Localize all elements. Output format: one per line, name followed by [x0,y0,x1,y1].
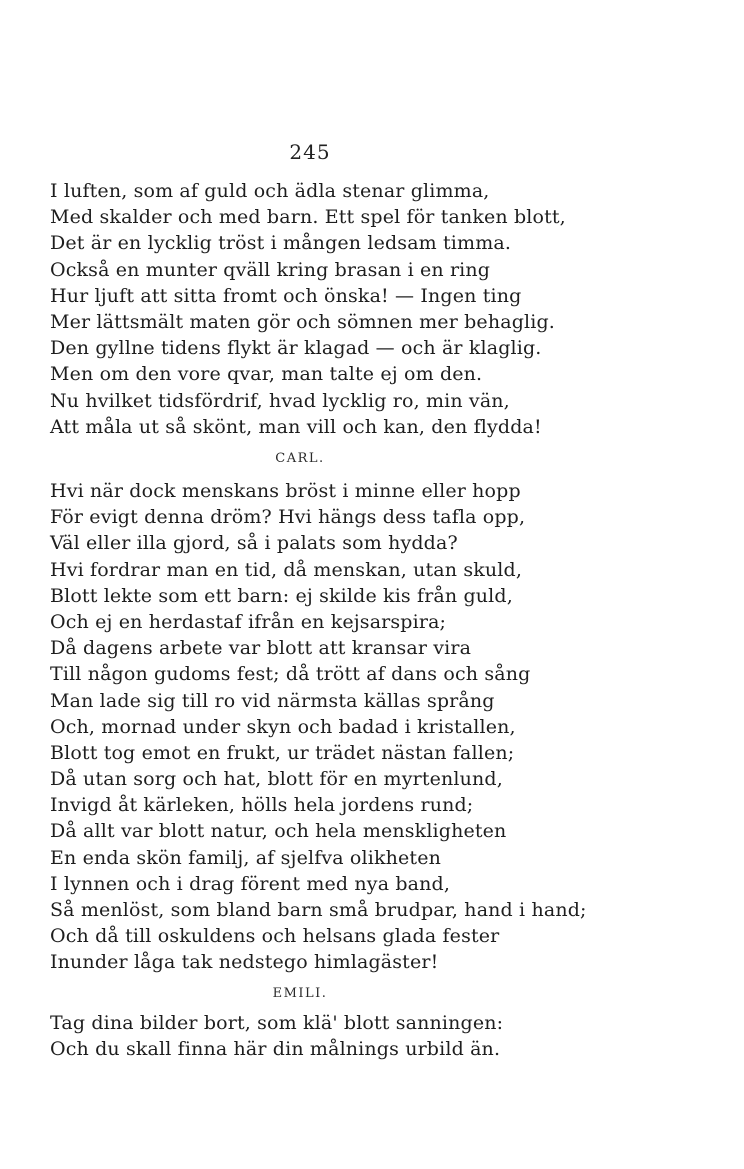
verse-line: Väl eller illa gjord, så i palats som hydda? [50,532,458,555]
verse-line: Hvi fordrar man en tid, då menskan, utan skuld, [50,558,523,581]
verse-line: En enda skön familj, af sjelfva olikheten [50,846,441,869]
verse-line: Då dagens arbete var blott att kransar vira [50,637,472,660]
verse-line: Då allt var blott natur, och hela menskligheten [50,820,507,843]
verse-line: Med skalder och med barn. Ett spel för tanken blott, [50,206,566,229]
verse-line: Blott tog emot en frukt, ur trädet nästan fallen; [50,741,515,764]
verse-line: Då utan sorg och hat, blott för en myrtenlund, [50,768,503,791]
verse-line: I luften, som af guld och ädla stenar glimma, [50,180,490,202]
page-number: 245 [289,140,331,164]
verse-line: Det är en lycklig tröst i mången ledsam timma. [50,232,512,255]
stanza-1 [50,178,710,440]
stanza-3 [50,1010,710,1062]
verse-line: Man lade sig till ro vid närmsta källas språng [50,689,495,712]
verse-line: Nu hvilket tidsfördrif, hvad lycklig ro, min vän, [50,389,510,412]
verse-line: Och du skall finna här din målnings urbild än. [50,1038,501,1061]
verse-line: Och då till oskuldens och helsans glada fester [50,925,500,948]
verse-line: Men om den vore qvar, man talte ej om den. [50,363,483,386]
verse-line: Och ej en herdastaf ifrån en kejsarspira; [50,610,447,633]
stanza-2 [50,478,710,976]
speaker-carl: CARL. [275,451,325,466]
verse-line: Att måla ut så skönt, man vill och kan, den flydda! [50,415,542,438]
verse-line: I lynnen och i drag förent med nya band, [50,872,451,895]
verse-line: Också en munter qväll kring brasan i en ring [50,258,491,281]
verse-line: Hur ljuft att sitta fromt och önska! — Ingen ting [50,284,522,307]
verse-line: Hvi när dock menskans bröst i minne eller hopp [50,480,521,502]
verse-line: Inunder låga tak nedstego himlagäster! [50,951,439,974]
verse-line: Den gyllne tidens flykt är klagad — och är klaglig. [50,337,542,360]
verse-line: För evigt denna dröm? Hvi hängs dess tafla opp, [50,506,526,529]
speaker-emili: EMILI. [272,986,328,1001]
verse-line: Blott lekte som ett barn: ej skilde kis från guld, [50,584,513,607]
verse-line: Till någon gudoms fest; då trött af dans och sång [50,663,531,686]
verse-line: Invigd åt kärleken, hölls hela jordens rund; [50,794,474,817]
verse-line: Mer lättsmält maten gör och sömnen mer behaglig. [50,310,555,333]
verse-line: Så menlöst, som bland barn små brudpar, hand i hand; [50,899,587,921]
verse-line: Och, mornad under skyn och badad i kristallen, [50,715,516,738]
verse-line: Tag dina bilder bort, som klä' blott sanningen: [50,1012,504,1034]
